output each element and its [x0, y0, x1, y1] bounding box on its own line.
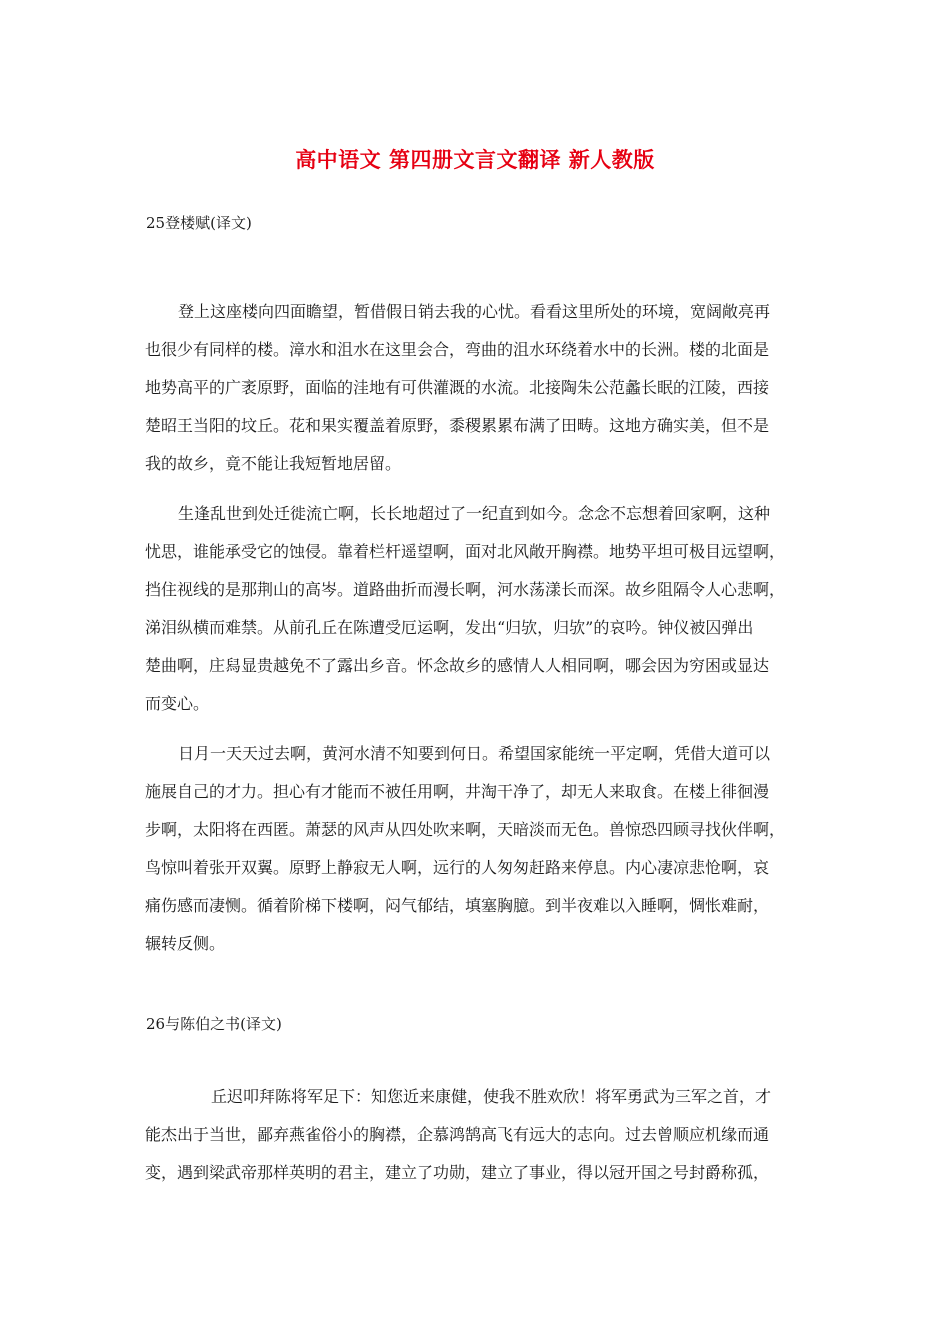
paragraph-chenbozhi-1 — [145, 1078, 771, 1192]
paragraph-denglou-3 — [145, 735, 785, 963]
text-line: 辗转反侧。 — [145, 934, 226, 953]
text-line: 楚曲啊，庄舄显贵越免不了露出乡音。怀念故乡的感情人人相同啊，哪会因为穷困或显达 — [145, 656, 770, 675]
text-line: 楚昭王当阳的坟丘。花和果实覆盖着原野，黍稷累累布满了田畴。这地方确实美，但不是 — [145, 416, 770, 435]
text-line: 生逢乱世到处迁徙流亡啊，长长地超过了一纪直到如今。念念不忘想着回家啊，这种 — [178, 504, 771, 523]
text-line: 挡住视线的是那荆山的高岑。道路曲折而漫长啊，河水荡漾长而深。故乡阻隔令人心悲啊， — [145, 580, 786, 599]
paragraph-denglou-2 — [145, 495, 785, 723]
text-line: 变，遇到梁武帝那样英明的君主，建立了功勋，建立了事业，得以冠开国之号封爵称孤， — [145, 1163, 770, 1182]
text-line: 登上这座楼向四面瞻望，暂借假日销去我的心忧。看看这里所处的环境，宽阔敞亮再 — [178, 302, 771, 321]
document-title: 高中语文 第四册文言文翻译 新人教版 — [295, 147, 655, 172]
text-line: 我的故乡，竟不能让我短暂地居留。 — [145, 454, 402, 473]
text-line: 地势高平的广袤原野，面临的洼地有可供灌溉的水流。北接陶朱公范蠡长眠的江陵，西接 — [145, 378, 770, 397]
section-heading-denglou: 25登楼赋(译文) — [146, 214, 252, 232]
text-line: 而变心。 — [145, 694, 210, 713]
text-line: 也很少有同样的楼。漳水和沮水在这里会合，弯曲的沮水环绕着水中的长洲。楼的北面是 — [145, 340, 770, 359]
text-line: 能杰出于当世，鄙弃燕雀俗小的胸襟，企慕鸿鹄高飞有远大的志向。过去曾顺应机缘而通 — [145, 1125, 770, 1144]
text-line: 步啊，太阳将在西匿。萧瑟的风声从四处吹来啊，天暗淡而无色。兽惊恐四顾寻找伙伴啊， — [145, 820, 786, 839]
text-line: 忧思，谁能承受它的蚀侵。靠着栏杆遥望啊，面对北风敞开胸襟。地势平坦可极目远望啊， — [145, 542, 786, 561]
text-line: 日月一天天过去啊，黄河水清不知要到何日。希望国家能统一平定啊，凭借大道可以 — [178, 744, 771, 763]
text-line: 丘迟叩拜陈将军足下：知您近来康健，使我不胜欢欣！将军勇武为三军之首，才 — [211, 1087, 772, 1106]
section-heading-chenbozhi: 26与陈伯之书(译文) — [146, 1015, 282, 1033]
text-line: 涕泪纵横而难禁。从前孔丘在陈遭受厄运啊，发出“归欤，归欤”的哀吟。钟仪被囚弹出 — [145, 618, 754, 637]
text-line: 施展自己的才力。担心有才能而不被任用啊，井淘干净了，却无人来取食。在楼上徘徊漫 — [145, 782, 770, 801]
paragraph-denglou-1 — [145, 293, 770, 483]
text-line: 鸟惊叫着张开双翼。原野上静寂无人啊，远行的人匆匆赶路来停息。内心凄凉悲怆啊，哀 — [145, 858, 770, 877]
text-line: 痛伤感而凄恻。循着阶梯下楼啊，闷气郁结，填塞胸臆。到半夜难以入睡啊，惆怅难耐， — [145, 896, 770, 915]
